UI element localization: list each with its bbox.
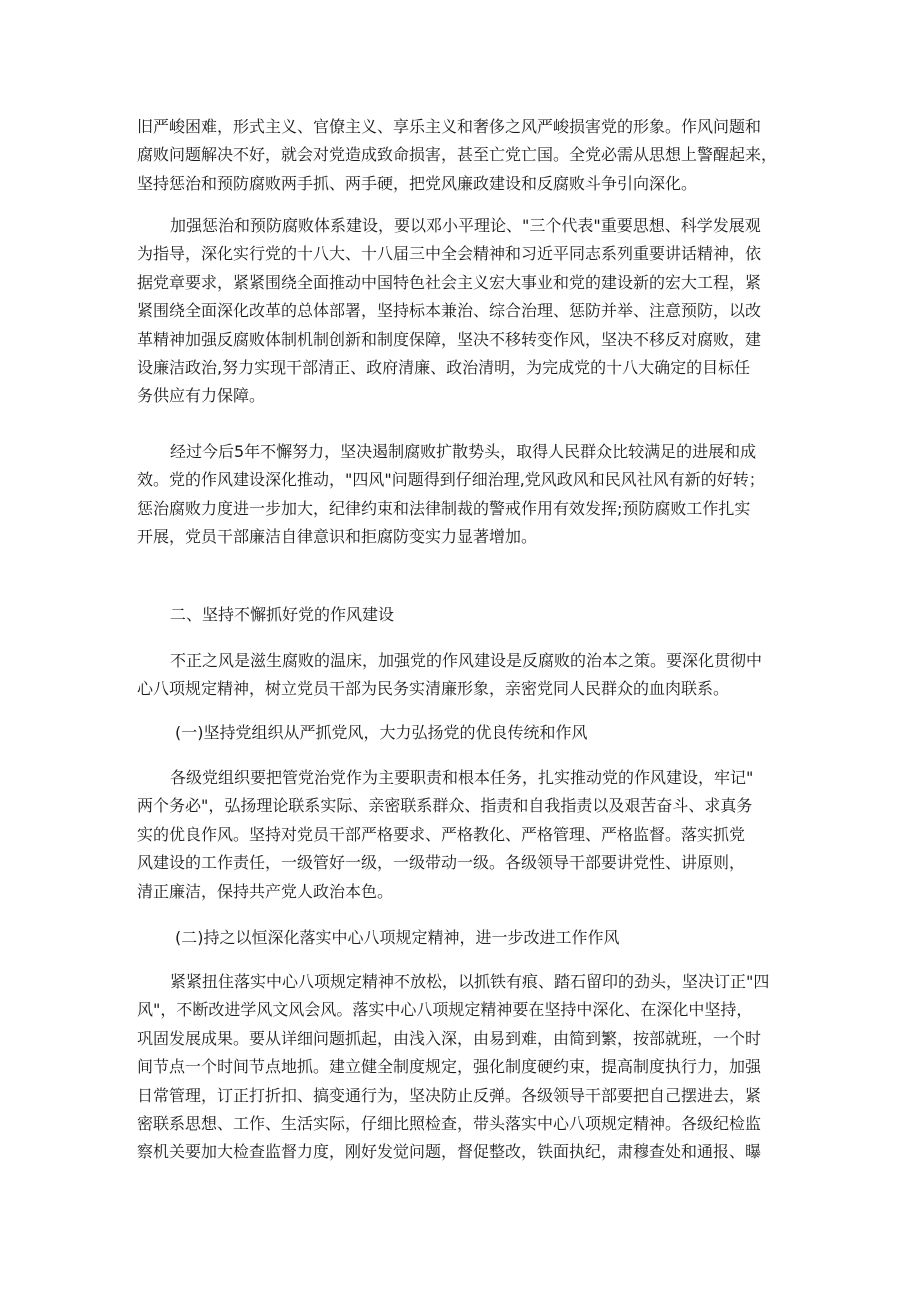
text-line: 不正之风是滋生腐败的温床，加强党的作风建设是反腐败的治本之策。要深化贯彻中 bbox=[170, 651, 763, 670]
text-line: 各级党组织要把管党治党作为主要职责和根本任务，扎实推动党的作风建设，牢记" bbox=[170, 768, 754, 787]
section-heading bbox=[170, 601, 830, 629]
paragraph-text bbox=[137, 212, 797, 411]
text-line: 惩治腐败力度进一步加大，纪律约束和法律制裁的警戒作用有效发挥;预防腐败工作扎实 bbox=[137, 498, 751, 518]
text-line: 实的优良作风。坚持对党员干部严格要求、严格教化、严格管理、严格监督。落实抓党 bbox=[137, 824, 746, 844]
paragraph-five-year-goals bbox=[137, 438, 797, 552]
paragraph-party-organizations bbox=[137, 764, 797, 906]
paragraph-text bbox=[137, 438, 797, 552]
text-line: 为指导，深化实行党的十八大、十八届三中全会精神和习近平同志系列重要讲话精神，依 bbox=[137, 244, 762, 264]
paragraph-system-building bbox=[137, 212, 797, 411]
text-line: 开展，党员干部廉洁自律意识和拒腐防变实力显著增加。 bbox=[137, 527, 538, 547]
paragraph-text bbox=[137, 764, 797, 906]
text-line: 察机关要加大检查监督力度，刚好发觉问题，督促整改，铁面执纪，肃穆查处和通报、曝 bbox=[137, 1142, 762, 1162]
subsection-heading-2 bbox=[175, 924, 835, 952]
text-line: 据党章要求，紧紧围绕全面推动中国特色社会主义宏大事业和党的建设新的宏大工程，紧 bbox=[137, 272, 762, 292]
paragraph-eight-rules bbox=[137, 968, 797, 1167]
text-line: 风"，不断改进学风文风会风。落实中心八项规定精神要在坚持中深化、在深化中坚持， bbox=[137, 1000, 753, 1020]
heading-text: (二)持之以恒深化落实中心八项规定精神，进一步改进工作作风 bbox=[175, 928, 620, 947]
text-line: 紧围绕全面深化改革的总体部署，坚持标本兼治、综合治理、惩防并举、注意预防，以改 bbox=[137, 301, 762, 321]
text-line: 心八项规定精神，树立党员干部为民务实清廉形象，亲密党同人民群众的血肉联系。 bbox=[137, 679, 730, 699]
paragraph-text bbox=[137, 647, 797, 704]
text-line: 效。党的作风建设深化推动，"四风"问题得到仔细治理,党风政风和民风社风有新的好转； bbox=[137, 470, 765, 490]
text-line: 两个务必"，弘扬理论联系实际、亲密联系群众、指责和自我指责以及艰苦奋斗、求真务 bbox=[137, 796, 753, 816]
text-line: 密联系思想、工作、生活实际，仔细比照检查，带头落实中心八项规定精神。各级纪检监 bbox=[137, 1114, 762, 1134]
paragraph-text bbox=[137, 968, 797, 1167]
text-line: 坚持惩治和预防腐败两手抓、两手硬，把党风廉政建设和反腐败斗争引向深化。 bbox=[137, 173, 698, 193]
paragraph-text bbox=[137, 113, 797, 198]
text-line: 巩固发展成果。要从详细问题抓起，由浅入深，由易到难，由简到繁，按部就班，一个时 bbox=[137, 1028, 762, 1048]
text-line: 间节点一个时间节点地抓。建立健全制度规定，强化制度硬约束，提高制度执行力，加强 bbox=[137, 1057, 762, 1077]
text-line: 日常管理，订正打折扣、搞变通行为，坚决防止反弹。各级领导干部要把自己摆进去，紧 bbox=[137, 1085, 762, 1105]
text-line: 清正廉洁，保持共产党人政治本色。 bbox=[137, 881, 394, 901]
text-line: 加强惩治和预防腐败体系建设，要以邓小平理论、"三个代表"重要思想、科学发展观 bbox=[170, 216, 761, 235]
text-line: 腐败问题解决不好，就会对党造成致命损害，甚至亡党亡国。全党必需从思想上警醒起来， bbox=[137, 145, 778, 165]
heading-text: 二、坚持不懈抓好党的作风建设 bbox=[170, 605, 395, 624]
text-line: 革精神加强反腐败体制机制创新和制度保障，坚决不移转变作风，坚决不移反对腐败，建 bbox=[137, 329, 762, 349]
text-line: 风建设的工作责任，一级管好一级，一级带动一级。各级领导干部要讲党性、讲原则， bbox=[137, 853, 746, 873]
subsection-heading-1 bbox=[175, 719, 835, 747]
text-line: 设廉洁政治,努力实现干部清正、政府清廉、政治清明，为完成党的十八大确定的目标任 bbox=[137, 358, 751, 378]
paragraph-style-root bbox=[137, 647, 797, 704]
text-line: 务供应有力保障。 bbox=[137, 386, 266, 406]
text-line: 旧严峻困难，形式主义、官僚主义、享乐主义和奢侈之风严峻损害党的形象。作风问题和 bbox=[137, 117, 762, 136]
text-line: 经过今后5年不懈努力，坚决遏制腐败扩散势头，取得人民群众比较满足的进展和成 bbox=[170, 442, 757, 461]
text-line: 紧紧扭住落实中心八项规定精神不放松，以抓铁有痕、踏石留印的劲头，坚决订正"四 bbox=[170, 972, 770, 991]
paragraph-intro bbox=[137, 113, 797, 198]
heading-text: (一)坚持党组织从严抓党风，大力弘扬党的优良传统和作风 bbox=[175, 723, 588, 742]
